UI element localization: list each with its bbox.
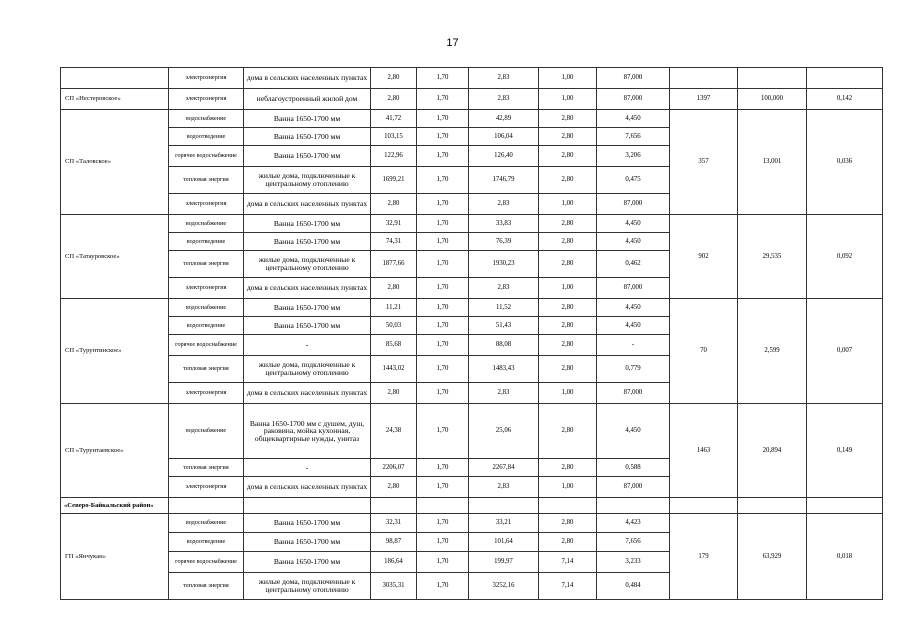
indexed-norm-cell: 3252,16 (469, 573, 539, 600)
volume-cell: 7,656 (597, 128, 670, 146)
norm-cell: 24,38 (371, 404, 417, 459)
table-row (61, 68, 883, 89)
volume-cell: 87,000 (597, 194, 670, 215)
indexed-norm-cell (469, 498, 539, 514)
consumer-cell: - (244, 459, 371, 477)
indexed-norm-cell: 2,83 (469, 194, 539, 215)
coef-cell: 2,80 (539, 128, 597, 146)
index-cell: 1,70 (417, 459, 469, 477)
volume-cell (597, 498, 670, 514)
volume-cell: 87,000 (597, 89, 670, 110)
indexed-norm-cell: 101,64 (469, 533, 539, 552)
page-number: 17 (446, 37, 459, 49)
consumer-cell: дома в сельских населенных пунктах (244, 194, 371, 215)
population-cell: 1397 (670, 89, 738, 110)
norm-cell: 2,80 (371, 278, 417, 299)
consumer-cell: - (244, 335, 371, 356)
settlement-cell: СП «Таловское» (61, 110, 169, 215)
settlement-cell (61, 68, 169, 89)
norm-cell: 186,64 (371, 552, 417, 573)
indexed-norm-cell: 2,83 (469, 383, 539, 404)
coef-cell: 7,14 (539, 552, 597, 573)
service-cell: горячее водоснабжение (169, 552, 244, 573)
norm-cell: 32,31 (371, 514, 417, 533)
index-cell: 1,70 (417, 89, 469, 110)
service-cell: электроэнергия (169, 89, 244, 110)
service-cell (169, 498, 244, 514)
share-cell: 13,001 (738, 110, 807, 215)
norm-cell: 122,96 (371, 146, 417, 167)
population-cell: 70 (670, 299, 738, 404)
share-cell: 20,894 (738, 404, 807, 498)
consumer-cell: жилые дома, подключенные к центральному отоплению (244, 573, 371, 600)
service-cell: тепловая энергия (169, 356, 244, 383)
table-row (61, 404, 883, 459)
indexed-norm-cell: 1930,23 (469, 251, 539, 278)
table-row (61, 110, 883, 128)
weight-cell: 0,018 (807, 514, 883, 600)
norm-cell: 32,91 (371, 215, 417, 233)
index-cell: 1,70 (417, 299, 469, 317)
index-cell: 1,70 (417, 552, 469, 573)
index-cell: 1,70 (417, 383, 469, 404)
index-cell (417, 498, 469, 514)
norm-cell: 2,80 (371, 89, 417, 110)
consumer-cell: Ванна 1650-1700 мм (244, 299, 371, 317)
volume-cell: 3,233 (597, 552, 670, 573)
consumer-cell: Ванна 1650-1700 мм (244, 110, 371, 128)
weight-cell: 0,007 (807, 299, 883, 404)
coef-cell: 2,80 (539, 404, 597, 459)
indexed-norm-cell: 33,21 (469, 514, 539, 533)
consumer-cell: дома в сельских населенных пунктах (244, 68, 371, 89)
service-cell: водоснабжение (169, 215, 244, 233)
volume-cell: 4,450 (597, 215, 670, 233)
volume-cell: 87,000 (597, 383, 670, 404)
indexed-norm-cell: 42,89 (469, 110, 539, 128)
settlement-cell: СП «Нестеровское» (61, 89, 169, 110)
population-cell: 902 (670, 215, 738, 299)
coef-cell: 2,80 (539, 514, 597, 533)
volume-cell: 7,656 (597, 533, 670, 552)
service-cell: горячее водоснабжение (169, 335, 244, 356)
volume-cell: 3,206 (597, 146, 670, 167)
index-cell: 1,70 (417, 110, 469, 128)
share-cell: 2,599 (738, 299, 807, 404)
service-cell: электроэнергия (169, 68, 244, 89)
weight-cell: 0,092 (807, 215, 883, 299)
indexed-norm-cell: 2,83 (469, 278, 539, 299)
index-cell: 1,70 (417, 514, 469, 533)
consumer-cell: Ванна 1650-1700 мм (244, 146, 371, 167)
consumer-cell: Ванна 1650-1700 мм (244, 533, 371, 552)
settlement-cell: СП «Турунтаевское» (61, 404, 169, 498)
volume-cell: 4,450 (597, 404, 670, 459)
population-cell: 179 (670, 514, 738, 600)
consumer-cell: Ванна 1650-1700 мм (244, 128, 371, 146)
norm-cell: 1877,66 (371, 251, 417, 278)
indexed-norm-cell: 126,40 (469, 146, 539, 167)
share-cell: 100,000 (738, 89, 807, 110)
coef-cell (539, 498, 597, 514)
index-cell: 1,70 (417, 146, 469, 167)
consumer-cell: дома в сельских населенных пунктах (244, 278, 371, 299)
coef-cell: 1,00 (539, 194, 597, 215)
share-cell (738, 498, 807, 514)
norm-cell: 103,15 (371, 128, 417, 146)
population-cell: 357 (670, 110, 738, 215)
coef-cell: 1,00 (539, 68, 597, 89)
coef-cell: 2,80 (539, 335, 597, 356)
norm-cell: 3035,31 (371, 573, 417, 600)
settlement-cell: СП «Татауровское» (61, 215, 169, 299)
weight-cell (807, 68, 883, 89)
service-cell: электроэнергия (169, 194, 244, 215)
volume-cell: 4,450 (597, 110, 670, 128)
index-cell: 1,70 (417, 533, 469, 552)
service-cell: электроэнергия (169, 278, 244, 299)
coef-cell: 2,80 (539, 251, 597, 278)
volume-cell: 87,000 (597, 477, 670, 498)
service-cell: тепловая энергия (169, 251, 244, 278)
volume-cell: 0,462 (597, 251, 670, 278)
indexed-norm-cell: 88,08 (469, 335, 539, 356)
coef-cell: 2,80 (539, 533, 597, 552)
norm-cell: 2,80 (371, 383, 417, 404)
norm-cell: 2,80 (371, 68, 417, 89)
service-cell: водоснабжение (169, 110, 244, 128)
indexed-norm-cell: 76,39 (469, 233, 539, 251)
volume-cell: 0,484 (597, 573, 670, 600)
consumer-cell: Ванна 1650-1700 мм (244, 317, 371, 335)
service-cell: водоснабжение (169, 299, 244, 317)
coef-cell: 2,80 (539, 459, 597, 477)
settlement-cell: СП «Турунтинское» (61, 299, 169, 404)
service-cell: водоотведение (169, 533, 244, 552)
tariff-table (60, 67, 883, 600)
index-cell: 1,70 (417, 128, 469, 146)
population-cell (670, 498, 738, 514)
norm-cell: 1699,21 (371, 167, 417, 194)
indexed-norm-cell: 11,52 (469, 299, 539, 317)
weight-cell: 0,036 (807, 110, 883, 215)
index-cell: 1,70 (417, 68, 469, 89)
norm-cell (371, 498, 417, 514)
share-cell: 29,535 (738, 215, 807, 299)
coef-cell: 1,00 (539, 383, 597, 404)
table-row (61, 299, 883, 317)
coef-cell: 2,80 (539, 146, 597, 167)
indexed-norm-cell: 2,83 (469, 89, 539, 110)
table-row (61, 89, 883, 110)
volume-cell: 0,475 (597, 167, 670, 194)
coef-cell: 1,00 (539, 477, 597, 498)
index-cell: 1,70 (417, 335, 469, 356)
indexed-norm-cell: 33,83 (469, 215, 539, 233)
coef-cell: 2,80 (539, 110, 597, 128)
indexed-norm-cell: 2,83 (469, 68, 539, 89)
norm-cell: 41,72 (371, 110, 417, 128)
norm-cell: 74,31 (371, 233, 417, 251)
population-cell (670, 68, 738, 89)
share-cell (738, 68, 807, 89)
service-cell: тепловая энергия (169, 459, 244, 477)
volume-cell: 0,779 (597, 356, 670, 383)
consumer-cell: Ванна 1650-1700 мм (244, 215, 371, 233)
volume-cell: 4,450 (597, 299, 670, 317)
coef-cell: 1,00 (539, 278, 597, 299)
coef-cell: 2,80 (539, 299, 597, 317)
norm-cell: 1443,02 (371, 356, 417, 383)
service-cell: водоотведение (169, 128, 244, 146)
consumer-cell: Ванна 1650-1700 мм с душем, душ, раковина, мойка кухонная, общеквартирные нужды, унитаз (244, 404, 371, 459)
volume-cell: 0,588 (597, 459, 670, 477)
norm-cell: 2206,07 (371, 459, 417, 477)
consumer-cell: Ванна 1650-1700 мм (244, 514, 371, 533)
indexed-norm-cell: 25,06 (469, 404, 539, 459)
consumer-cell: неблагоустроенный жилой дом (244, 89, 371, 110)
service-cell: водоотведение (169, 233, 244, 251)
service-cell: водоснабжение (169, 514, 244, 533)
index-cell: 1,70 (417, 356, 469, 383)
coef-cell: 2,80 (539, 215, 597, 233)
norm-cell: 2,80 (371, 477, 417, 498)
indexed-norm-cell: 2,83 (469, 477, 539, 498)
service-cell: горячее водоснабжение (169, 146, 244, 167)
index-cell: 1,70 (417, 194, 469, 215)
index-cell: 1,70 (417, 573, 469, 600)
service-cell: электроэнергия (169, 383, 244, 404)
service-cell: тепловая энергия (169, 573, 244, 600)
coef-cell: 2,80 (539, 233, 597, 251)
index-cell: 1,70 (417, 477, 469, 498)
population-cell: 1463 (670, 404, 738, 498)
index-cell: 1,70 (417, 251, 469, 278)
norm-cell: 11,21 (371, 299, 417, 317)
indexed-norm-cell: 1746,79 (469, 167, 539, 194)
norm-cell: 85,68 (371, 335, 417, 356)
consumer-cell: жилые дома, подключенные к центральному отоплению (244, 251, 371, 278)
index-cell: 1,70 (417, 167, 469, 194)
volume-cell: - (597, 335, 670, 356)
service-cell: водоснабжение (169, 404, 244, 459)
settlement-cell: ГП «Янчукан» (61, 514, 169, 600)
coef-cell: 2,80 (539, 356, 597, 383)
norm-cell: 98,87 (371, 533, 417, 552)
service-cell: тепловая энергия (169, 167, 244, 194)
index-cell: 1,70 (417, 233, 469, 251)
volume-cell: 87,000 (597, 278, 670, 299)
index-cell: 1,70 (417, 278, 469, 299)
volume-cell: 4,450 (597, 317, 670, 335)
consumer-cell (244, 498, 371, 514)
consumer-cell: дома в сельских населенных пунктах (244, 383, 371, 404)
weight-cell: 0,149 (807, 404, 883, 498)
table-row (61, 215, 883, 233)
indexed-norm-cell: 1483,43 (469, 356, 539, 383)
coef-cell: 2,80 (539, 167, 597, 194)
indexed-norm-cell: 51,43 (469, 317, 539, 335)
norm-cell: 50,03 (371, 317, 417, 335)
consumer-cell: Ванна 1650-1700 мм (244, 233, 371, 251)
weight-cell: 0,142 (807, 89, 883, 110)
index-cell: 1,70 (417, 317, 469, 335)
weight-cell (807, 498, 883, 514)
norm-cell: 2,80 (371, 194, 417, 215)
coef-cell: 2,80 (539, 317, 597, 335)
share-cell: 63,929 (738, 514, 807, 600)
service-cell: электроэнергия (169, 477, 244, 498)
coef-cell: 1,00 (539, 89, 597, 110)
indexed-norm-cell: 199,97 (469, 552, 539, 573)
consumer-cell: дома в сельских населенных пунктах (244, 477, 371, 498)
volume-cell: 4,423 (597, 514, 670, 533)
index-cell: 1,70 (417, 404, 469, 459)
index-cell: 1,70 (417, 215, 469, 233)
volume-cell: 4,450 (597, 233, 670, 251)
indexed-norm-cell: 106,04 (469, 128, 539, 146)
consumer-cell: жилые дома, подключенные к центральному отоплению (244, 356, 371, 383)
settlement-cell: «Северо-Байкальский район» (61, 498, 169, 514)
table-row (61, 514, 883, 533)
consumer-cell: Ванна 1650-1700 мм (244, 552, 371, 573)
service-cell: водоотведение (169, 317, 244, 335)
volume-cell: 87,000 (597, 68, 670, 89)
consumer-cell: жилые дома, подключенные к центральному отоплению (244, 167, 371, 194)
indexed-norm-cell: 2267,84 (469, 459, 539, 477)
coef-cell: 7,14 (539, 573, 597, 600)
table-row (61, 498, 883, 514)
